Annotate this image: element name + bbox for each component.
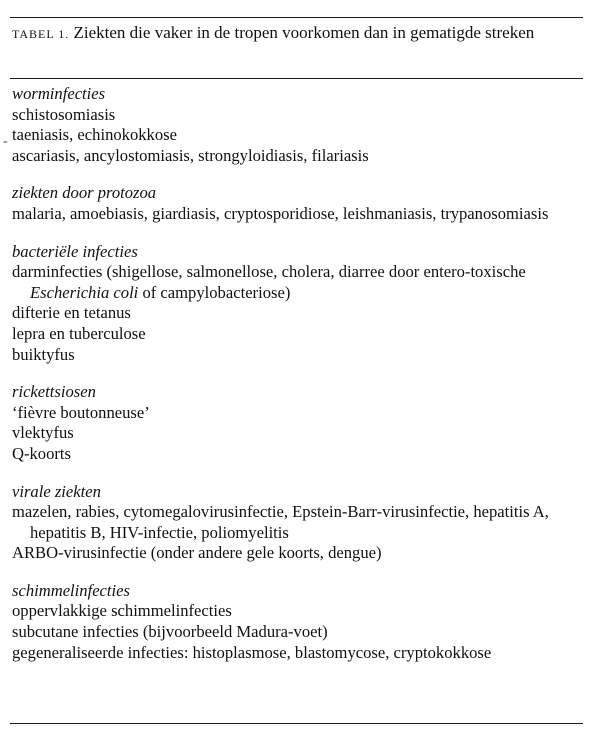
- table-caption: [12, 22, 582, 45]
- table-row: taeniasis, echinokokkose: [12, 125, 177, 145]
- margin-mark: -: [3, 134, 8, 149]
- section-heading: rickettsiosen: [12, 382, 96, 402]
- table-title: Ziekten die vaker in de tropen voorkomen dan in gematigde streken: [73, 23, 535, 42]
- section-heading: worminfecties: [12, 84, 106, 103]
- table-row: malaria, amoebiasis, giardiasis, cryptosporidiose, leishmaniasis, trypanosomiasis: [12, 203, 549, 223]
- table-row: ‘fièvre boutonneuse’: [12, 402, 150, 422]
- section-heading: bacteriële infecties: [12, 241, 138, 261]
- table-row: oppervlakkige schimmelinfecties: [12, 601, 232, 621]
- table-row: ARBO-virusinfectie (onder andere gele koorts, dengue): [12, 543, 382, 563]
- table-row: gegeneraliseerde infecties: histoplasmose, blastomycose, cryptokokkose: [12, 642, 492, 662]
- table-number: TABEL 1.: [12, 27, 70, 41]
- header-rule: [10, 78, 583, 79]
- section-5: [12, 581, 584, 663]
- section-1: [12, 183, 584, 224]
- top-rule: [10, 17, 583, 18]
- table-body: [12, 84, 584, 680]
- section-0: [12, 84, 584, 166]
- section-heading: schimmelinfecties: [12, 580, 130, 600]
- section-heading: ziekten door protozoa: [12, 183, 157, 203]
- section-3: [12, 382, 584, 464]
- section-heading: virale ziekten: [12, 481, 101, 501]
- table-row: mazelen, rabies, cytomegalovirusinfectie, Epstein-Barr-virusinfectie, hepatitis A, hepatitis B, HIV-infectie, poliomyelitis: [12, 502, 549, 542]
- bottom-rule: [10, 723, 583, 724]
- table-row: ascariasis, ancylostomiasis, strongyloidiasis, filariasis: [12, 145, 369, 165]
- table-row: schistosomiasis: [12, 104, 116, 124]
- section-4: [12, 482, 584, 564]
- table-row: lepra en tuberculose: [12, 323, 146, 343]
- table-row: difterie en tetanus: [12, 303, 131, 323]
- section-2: [12, 242, 584, 366]
- table-row: darminfecties (shigellose, salmonellose, cholera, diarree door entero-toxische Escherichia coli of campylobacteriose): [12, 262, 526, 302]
- table-row: subcutane infecties (bijvoorbeeld Madura-voet): [12, 622, 328, 642]
- table-row: vlektyfus: [12, 423, 74, 443]
- table-row: Q-koorts: [12, 443, 71, 463]
- table-row: buiktyfus: [12, 344, 75, 364]
